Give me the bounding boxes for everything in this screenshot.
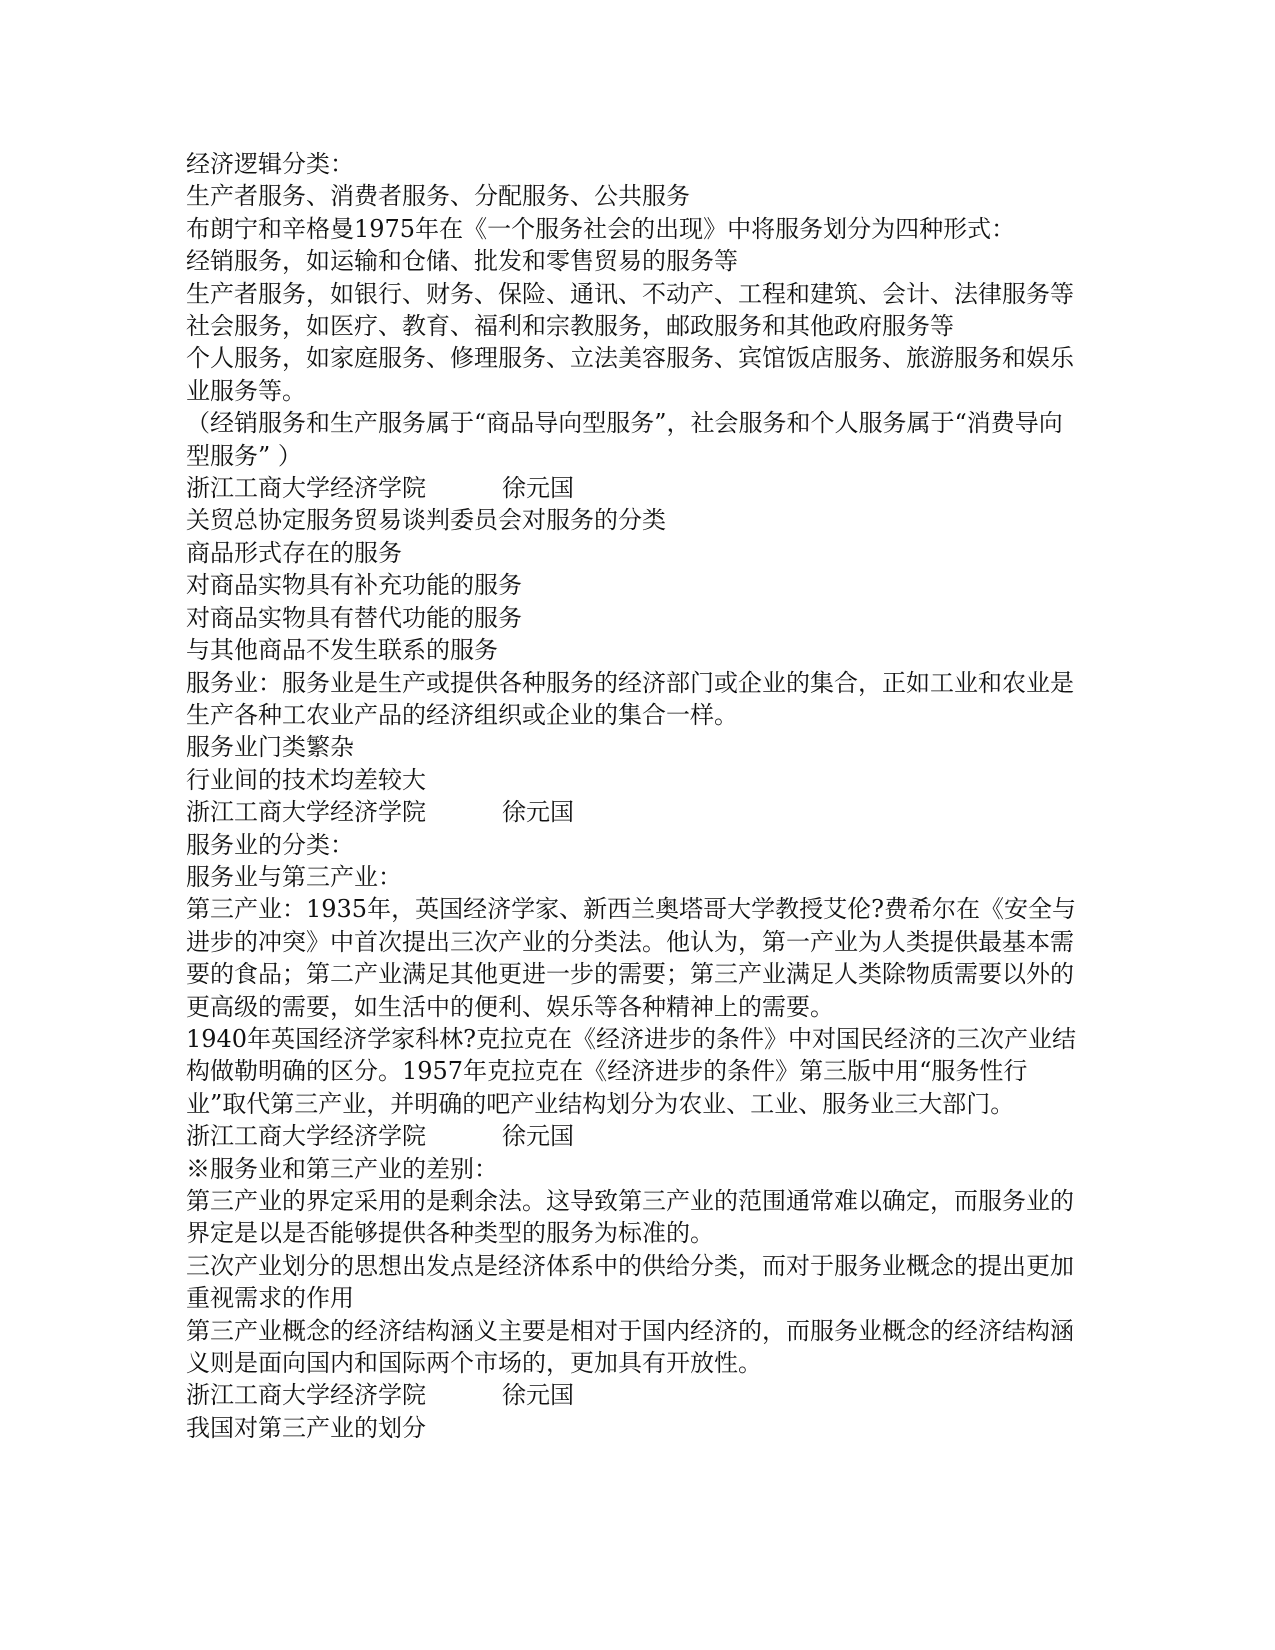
paragraph: 生产者服务，如银行、财务、保险、通讯、不动产、工程和建筑、会计、法律服务等 [186,279,1074,308]
author-signature [186,1120,1086,1152]
paragraph: 我国对第三产业的划分 [186,1413,426,1442]
paragraph: 行业间的技术均差较大 [186,765,426,794]
paragraph: 布朗宁和辛格曼1975年在《一个服务社会的出现》中将服务划分为四种形式： [186,214,1016,243]
paragraph: 服务业的分类： [186,830,354,859]
paragraph: 服务业门类繁杂 [186,733,354,762]
paragraph: ※服务业和第三产业的差别： [186,1154,498,1183]
signature-name: 徐元国 [502,1381,574,1410]
author-signature [186,472,1086,504]
signature-name: 徐元国 [502,474,574,503]
paragraph: 商品形式存在的服务 [186,538,402,567]
paragraph: 经销服务，如运输和仓储、批发和零售贸易的服务等 [186,247,738,276]
paragraph: 1940年英国经济学家科林?克拉克在《经济进步的条件》中对国民经济的三次产业结构做勒明确的区分。1957年克拉克在《经济进步的条件》第三版中用“服务性行业”取代第三产业，并明确的吧产业结构划分为农业、工业、服务业三大部门。 [186,1024,1076,1118]
signature-org: 浙江工商大学经济学院 [186,474,426,503]
paragraph: 经济逻辑分类： [186,150,354,178]
paragraph: 第三产业：1935年，英国经济学家、新西兰奥塔哥大学教授艾伦?费希尔在《安全与进步的冲突》中首次提出三次产业的分类法。他认为，第一产业为人类提供最基本需要的食品；第二产业满足其他更进一步的需要；第三产业满足人类除物质需要以外的更高级的需要，如生活中的便利、娱乐等各种精神上的需要。 [186,895,1076,1021]
document-body [186,148,1086,1444]
signature-name: 徐元国 [502,1122,574,1151]
paragraph: 对商品实物具有替代功能的服务 [186,603,522,632]
paragraph: 服务业：服务业是生产或提供各种服务的经济部门或企业的集合，正如工业和农业是生产各种工农业产品的经济组织或企业的集合一样。 [186,668,1074,729]
paragraph: 对商品实物具有补充功能的服务 [186,571,522,600]
paragraph: 关贸总协定服务贸易谈判委员会对服务的分类 [186,506,666,535]
paragraph: 三次产业划分的思想出发点是经济体系中的供给分类，而对于服务业概念的提出更加重视需求的作用 [186,1251,1074,1313]
paragraph: 服务业与第三产业： [186,862,402,891]
signature-name: 徐元国 [502,798,574,827]
author-signature [186,796,1086,828]
paragraph: 第三产业概念的经济结构涵义主要是相对于国内经济的，而服务业概念的经济结构涵义则是面向国内和国际两个市场的，更加具有开放性。 [186,1316,1074,1378]
signature-org: 浙江工商大学经济学院 [186,798,426,827]
paragraph: 第三产业的界定采用的是剩余法。这导致第三产业的范围通常难以确定，而服务业的界定是以是否能够提供各种类型的服务为标准的。 [186,1187,1074,1248]
signature-org: 浙江工商大学经济学院 [186,1122,426,1151]
paragraph: 个人服务，如家庭服务、修理服务、立法美容服务、宾馆饭店服务、旅游服务和娱乐业服务等。 [186,344,1074,405]
author-signature [186,1379,1086,1411]
signature-org: 浙江工商大学经济学院 [186,1381,426,1410]
paragraph: 与其他商品不发生联系的服务 [186,636,498,665]
paragraph: （经销服务和生产服务属于“商品导向型服务”，社会服务和个人服务属于“消费导向型服务” ） [186,409,1063,470]
paragraph: 社会服务，如医疗、教育、福利和宗教服务，邮政服务和其他政府服务等 [186,312,954,341]
paragraph: 生产者服务、消费者服务、分配服务、公共服务 [186,182,690,211]
